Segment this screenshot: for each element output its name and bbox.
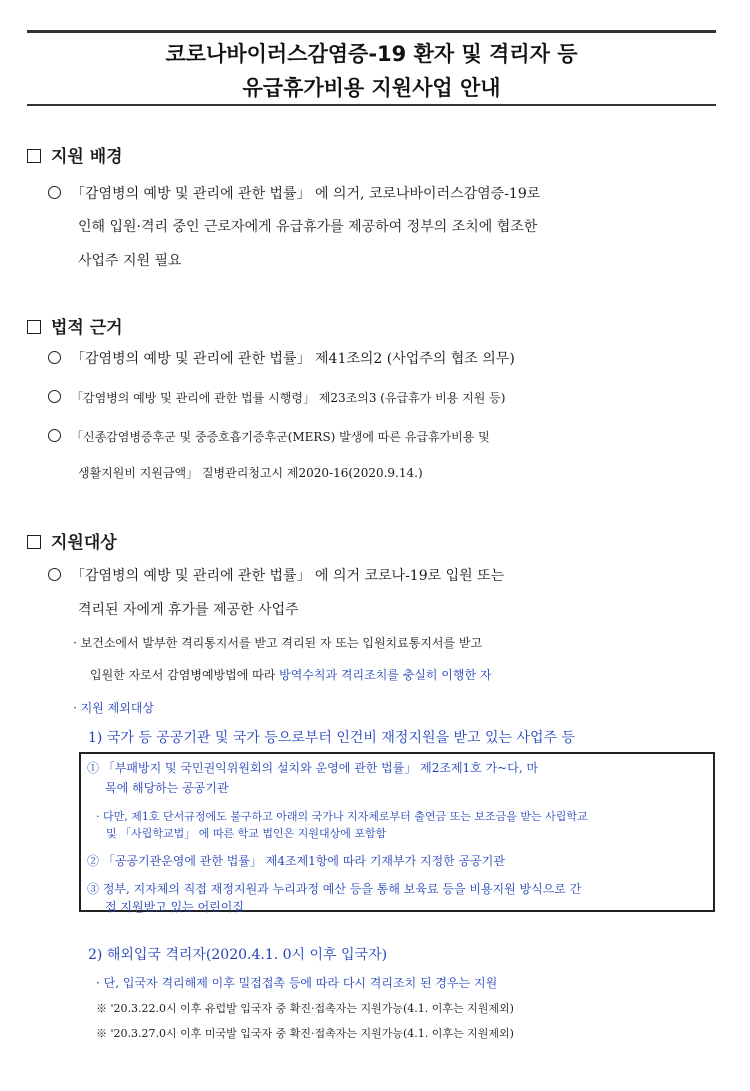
- exclusion-item-1: 1) 국가 등 공공기관 및 국가 등으로부터 인건비 재정지원을 받고 있는 사업주 등: [88, 730, 576, 746]
- note-line: 입원한 자로서 감염병예방법에 따라 방역수칙과 격리조치를 충실히 이행한 자: [90, 668, 492, 682]
- checkbox-square-icon: [27, 149, 41, 163]
- reference-note: ※ '20.3.22.0시 이후 유럽발 입국자 중 확진·접촉자는 지원가능(4.1. 이후는 지원제외): [96, 1002, 514, 1015]
- note-line: · 보건소에서 발부한 격리통지서를 받고 격리된 자 또는 입원치료통지서를 받고: [73, 636, 483, 650]
- circle-bullet-icon: [48, 429, 61, 442]
- circle-bullet-icon: [48, 390, 61, 403]
- section-heading-eligibility: 지원대상: [27, 528, 117, 553]
- circle-bullet-icon: [48, 568, 61, 581]
- list-item-continuation: 격리된 자에게 휴가를 제공한 사업주: [78, 602, 299, 618]
- box-line: 접 지원받고 있는 어린이집: [105, 900, 244, 914]
- checkbox-square-icon: [27, 320, 41, 334]
- list-item-continuation: 사업주 지원 필요: [78, 253, 182, 269]
- document-title-line2: 유급휴가비용 지원사업 안내: [242, 76, 501, 100]
- box-line: 목에 해당하는 공공기관: [105, 781, 229, 795]
- list-item: 「감염병의 예방 및 관리에 관한 법률 시행령」 제23조의3 (유급휴가 비용 지원 등): [48, 389, 716, 406]
- exclusion-item-2: 2) 해외입국 격리자(2020.4.1. 0시 이후 입국자): [88, 947, 388, 963]
- list-item: 「감염병의 예방 및 관리에 관한 법률」 제41조의2 (사업주의 협조 의무): [48, 348, 716, 368]
- list-item: 「감염병의 예방 및 관리에 관한 법률」 에 의거 코로나-19로 입원 또는: [48, 565, 716, 585]
- circle-bullet-icon: [48, 351, 61, 364]
- box-line: ② 「공공기관운영에 관한 법률」 제4조제1항에 따라 기재부가 지정한 공공기관: [87, 854, 505, 868]
- exclusion-item-2-note: · 단, 입국자 격리해제 이후 밀접접촉 등에 따라 다시 격리조치 된 경우는 지원: [96, 976, 498, 990]
- list-item-continuation: 생활지원비 지원금액」 질병관리청고시 제2020-16(2020.9.14.): [78, 466, 423, 480]
- circle-bullet-icon: [48, 186, 61, 199]
- box-note-line: 및 「사립학교법」 에 따른 학교 법인은 지원대상에 포함함: [106, 827, 387, 840]
- section-heading-background: 지원 배경: [27, 142, 123, 167]
- checkbox-square-icon: [27, 535, 41, 549]
- list-item: 「감염병의 예방 및 관리에 관한 법률」 에 의거, 코로나바이러스감염증-19로: [48, 183, 716, 203]
- box-line: ③ 정부, 지자체의 직접 재정지원과 누리과정 예산 등을 통해 보육료 등을 비용지원 방식으로 간: [87, 882, 582, 896]
- title-top-rule: [27, 30, 716, 33]
- document-title-line1: 코로나바이러스감염증-19 환자 및 격리자 등: [165, 42, 578, 66]
- list-item-continuation: 인해 입원·격리 중인 근로자에게 유급휴가를 제공하여 정부의 조치에 협조한: [78, 219, 538, 235]
- list-item: 「신종감염병증후군 및 중증호흡기증후군(MERS) 발생에 따른 유급휴가비용 및: [48, 428, 716, 445]
- exclusion-heading: · 지원 제외대상: [73, 701, 155, 715]
- box-note-line: · 다만, 제1호 단서규정에도 불구하고 아래의 국가나 지자체로부터 출연금 또는 보조금을 받는 사립학교: [96, 810, 588, 823]
- section-heading-legal-basis: 법적 근거: [27, 313, 123, 338]
- title-bottom-rule: [27, 104, 716, 106]
- reference-note: ※ '20.3.27.0시 이후 미국발 입국자 중 확진·접촉자는 지원가능(4.1. 이후는 지원제외): [96, 1027, 514, 1040]
- box-line: ① 「부패방지 및 국민권익위원회의 설치와 운영에 관한 법률」 제2조제1호 가~다, 마: [87, 761, 539, 775]
